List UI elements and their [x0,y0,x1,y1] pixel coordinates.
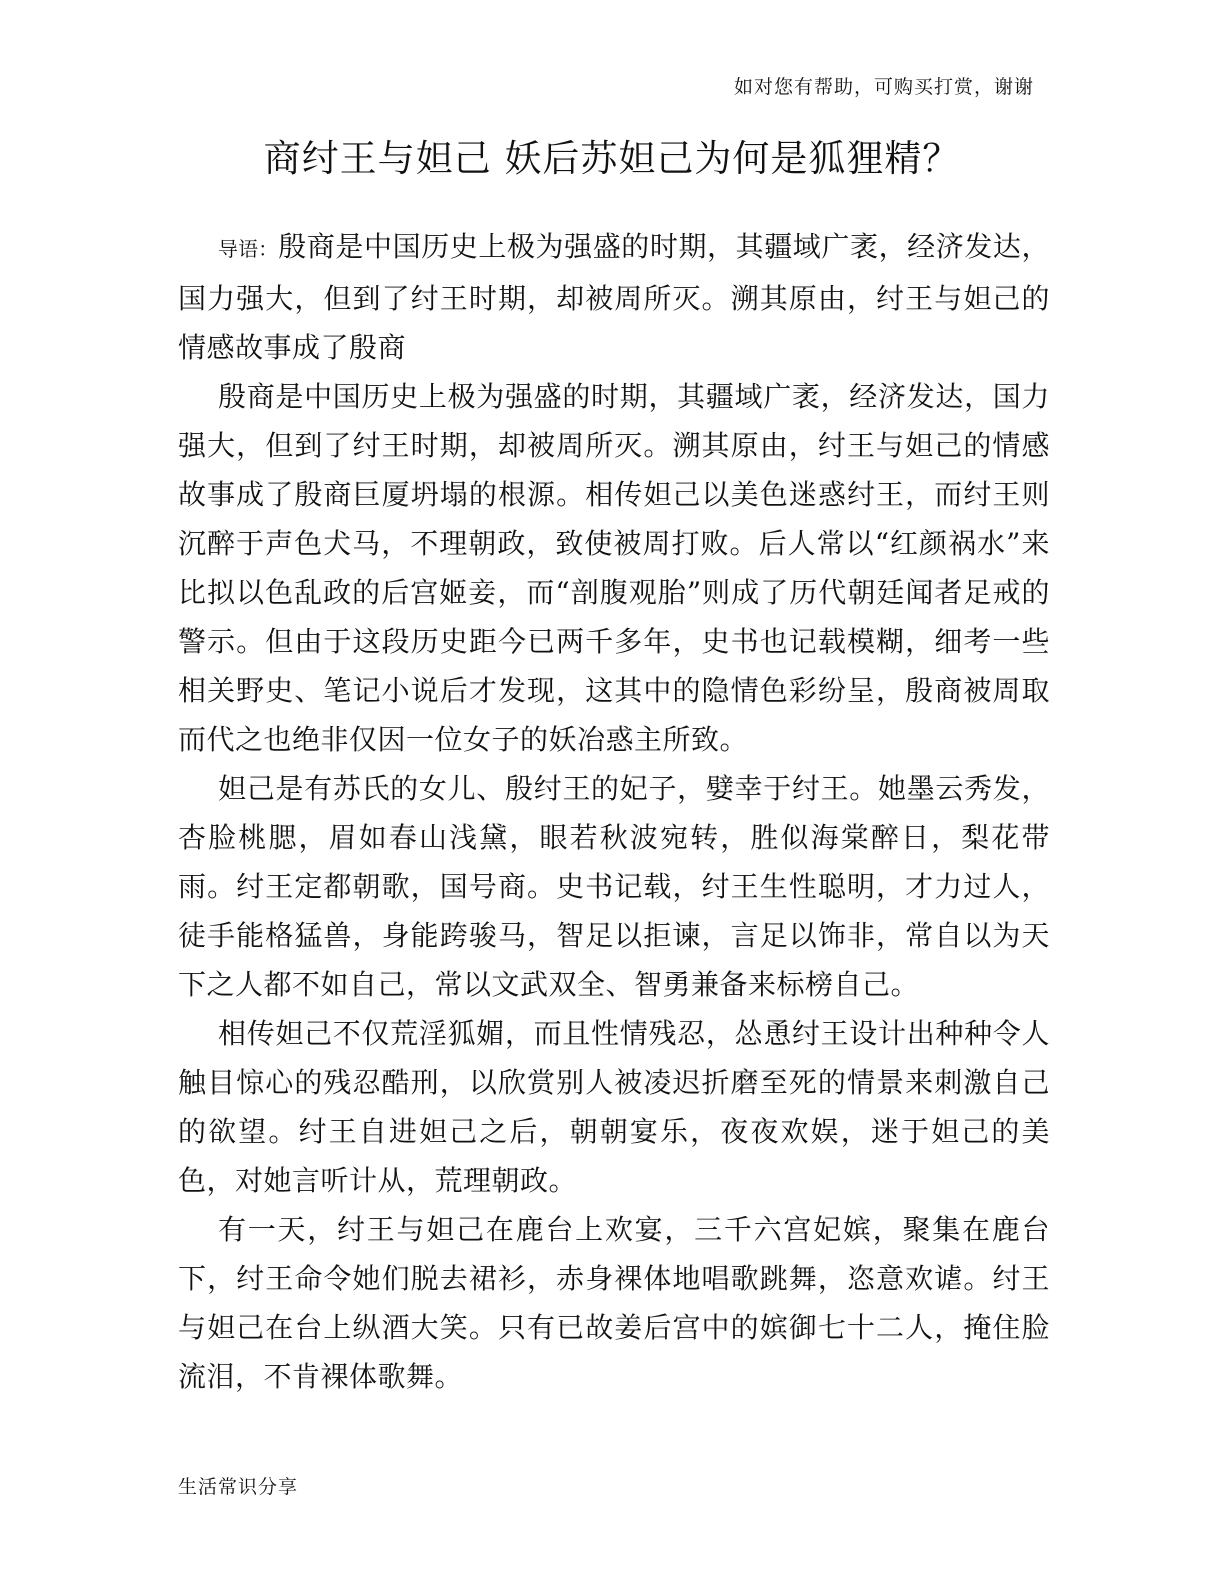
intro-paragraph [178,222,1050,372]
body-paragraph-4: 有一天，纣王与妲己在鹿台上欢宴，三千六宫妃嫔，聚集在鹿台下，纣王命令她们脱去裙衫，赤身裸体地唱歌跳舞，恣意欢谑。纣王与妲己在台上纵酒大笑。只有已故姜后宫中的嫔御七十二人，掩住脸流泪，不肯裸体歌舞。 [178,1213,1050,1393]
body-paragraph-2: 妲己是有苏氏的女儿、殷纣王的妃子，嬖幸于纣王。她墨云秀发，杏脸桃腮，眉如春山浅黛，眼若秋波宛转，胜似海棠醉日，梨花带雨。纣王定都朝歌，国号商。史书记载，纣王生性聪明，才力过人，徒手能格猛兽，身能跨骏马，智足以拒谏，言足以饰非，常自以为天下之人都不如自己，常以文武双全、智勇兼备来标榜自己。 [178,772,1050,1001]
article-title: 商纣王与妲己 妖后苏妲己为何是狐狸精？ [263,137,961,180]
body-paragraph-1: 殷商是中国历史上极为强盛的时期，其疆域广袤，经济发达，国力强大，但到了纣王时期，却被周所灭。溯其原由，纣王与妲己的情感故事成了殷商巨厦坍塌的根源。相传妲己以美色迷惑纣王，而纣王则沉醉于声色犬马，不理朝政，致使被周打败。后人常以“红颜祸水”来比拟以色乱政的后宫姬妾，而“剖腹观胎”则成了历代朝廷闻者足戒的警示。但由于这段历史距今已两千多年，史书也记载模糊，细考一些相关野史、笔记小说后才发现，这其中的隐情色彩纷呈，殷商被周取而代之也绝非仅因一位女子的妖冶惑主所致。 [178,380,1050,756]
intro-label: 导语： [218,237,279,261]
footer-note: 生活常识分享 [178,1476,299,1498]
header-note: 如对您有帮助，可购买打赏，谢谢 [733,76,1034,98]
body-paragraph-3: 相传妲己不仅荒淫狐媚，而且性情残忍，怂恿纣王设计出种种令人触目惊心的残忍酷刑，以欣赏别人被凌迟折磨至死的情景来刺激自己的欲望。纣王自进妲己之后，朝朝宴乐，夜夜欢娱，迷于妲己的美色，对她言听计从，荒理朝政。 [178,1017,1050,1197]
intro-text: 殷商是中国历史上极为强盛的时期，其疆域广袤，经济发达，国力强大，但到了纣王时期，却被周所灭。溯其原由，纣王与妲己的情感故事成了殷商 [178,230,1050,364]
article-body [178,222,1050,1401]
